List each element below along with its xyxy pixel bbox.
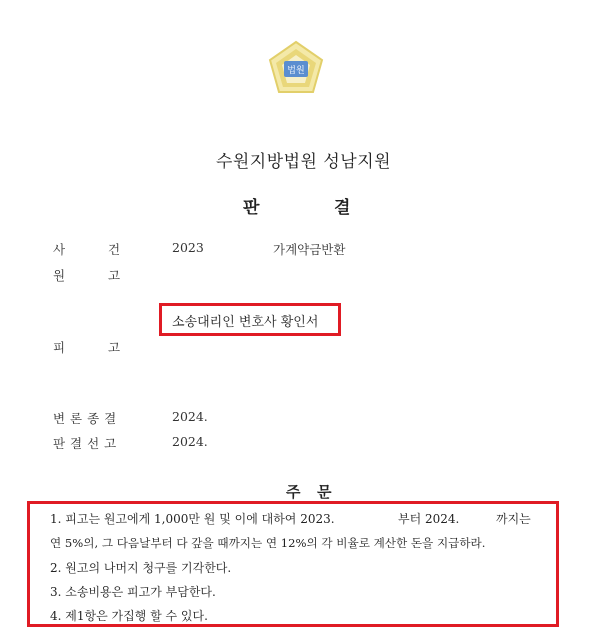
defendant-label-2: 고	[108, 340, 121, 355]
plaintiff-label-1: 원	[53, 268, 66, 283]
order-line-1a: 1. 피고는 원고에게 1,000만 원 및 이에 대하여 2023.	[50, 512, 335, 526]
court-name: 수원지방법원 성남지원	[215, 152, 392, 172]
order-line-3: 2. 원고의 나머지 청구를 기각한다.	[50, 561, 232, 575]
hearing-close-label: 변 론 종 결	[53, 411, 117, 426]
order-line-1c: 까지는	[496, 512, 531, 526]
court-emblem-icon	[266, 40, 326, 98]
emblem-text: 법원	[287, 66, 305, 76]
doc-title-left: 판	[243, 198, 260, 218]
plaintiff-label-2: 고	[108, 268, 121, 283]
judgment-date: 2024.	[172, 434, 208, 449]
hearing-close-date: 2024.	[172, 409, 208, 424]
case-type: 가계약금반환	[273, 242, 346, 257]
order-heading-left: 주	[286, 483, 301, 501]
case-label-2: 건	[108, 242, 121, 257]
order-line-1b: 부터 2024.	[398, 512, 460, 526]
order-line-4: 3. 소송비용은 피고가 부담한다.	[50, 585, 216, 599]
judgment-date-label: 판 결 선 고	[53, 436, 117, 451]
doc-title-right: 결	[334, 198, 351, 218]
attorney-name: 소송대리인 변호사 황인서	[172, 315, 319, 330]
defendant-label-1: 피	[53, 340, 66, 355]
order-heading-right: 문	[317, 483, 332, 501]
order-line-5: 4. 제1항은 가집행 할 수 있다.	[50, 609, 208, 623]
order-line-2: 연 5%의, 그 다음날부터 다 갚을 때까지는 연 12%의 각 비율로 계산한 돈을 지급하라.	[50, 536, 486, 550]
case-year: 2023	[172, 240, 204, 255]
case-label-1: 사	[53, 242, 66, 257]
